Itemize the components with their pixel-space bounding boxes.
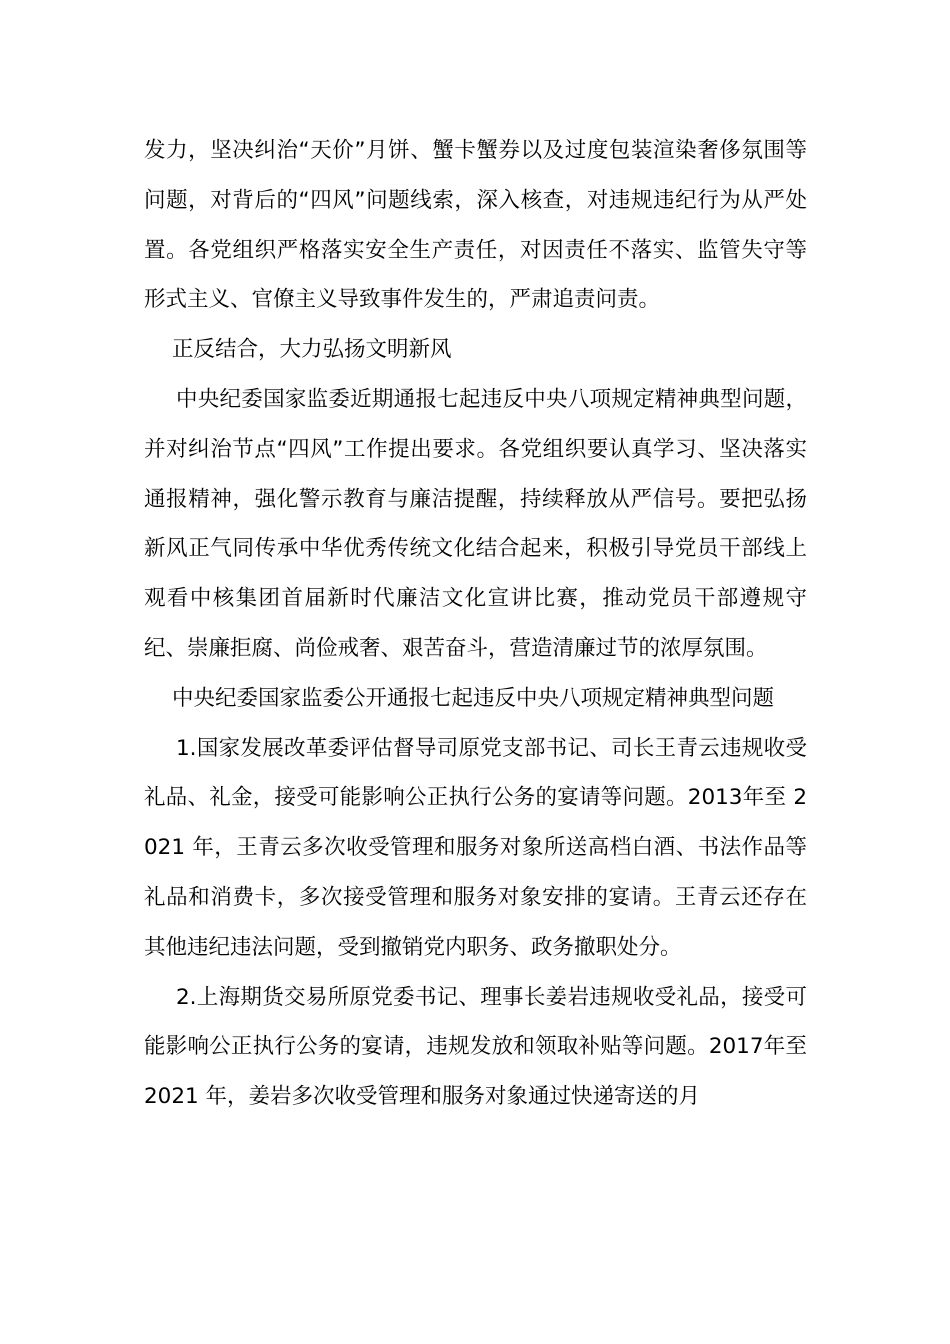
document-body <box>144 126 807 1122</box>
section-heading: 正反结合，大力弘扬文明新风 <box>172 337 452 363</box>
paragraph-notice: 中央纪委国家监委近期通报七起违反中央八项规定精神典型问题，并对纠治节点“四风”工作提出要求。各党组织要认真学习、坚决落实通报精神，强化警示教育与廉洁提醒，持续释放从严信号。要把弘扬新风正气同传承中华优秀传统文化结合起来，积极引导党员干部线上观看中核集团首届新时代廉洁文化宣讲比赛，推动党员干部遵规守纪、崇廉拒腐、尚俭戒奢、艰苦奋斗，营造清廉过节的浓厚氛围。 <box>144 386 807 661</box>
paragraph-continuation: 发力，坚决纠治“天价”月饼、蟹卡蟹券以及过度包装渲染奢侈氛围等问题，对背后的“四风”问题线索，深入核查，对违规违纪行为从严处置。各党组织严格落实安全生产责任，对因责任不落实、监管失守等形式主义、官僚主义导致事件发生的，严肃追责问责。 <box>144 138 807 313</box>
section-heading: 中央纪委国家监委公开通报七起违反中央八项规定精神典型问题 <box>172 685 775 711</box>
case-item-1: 1.国家发展改革委评估督导司原党支部书记、司长王青云违规收受礼品、礼金，接受可能影响公正执行公务的宴请等问题。2013年至 2021 年，王青云多次收受管理和服务对象所送高档白酒、书法作品等礼品和消费卡，多次接受管理和服务对象安排的宴请。王青云还存在其他违纪违法问题，受到撤销党内职务、政务撤职处分。 <box>144 735 807 960</box>
case-item-2: 2.上海期货交易所原党委书记、理事长姜岩违规收受礼品，接受可能影响公正执行公务的宴请，违规发放和领取补贴等问题。2017年至 2021 年，姜岩多次收受管理和服务对象通过快递寄送的月 <box>144 984 807 1110</box>
